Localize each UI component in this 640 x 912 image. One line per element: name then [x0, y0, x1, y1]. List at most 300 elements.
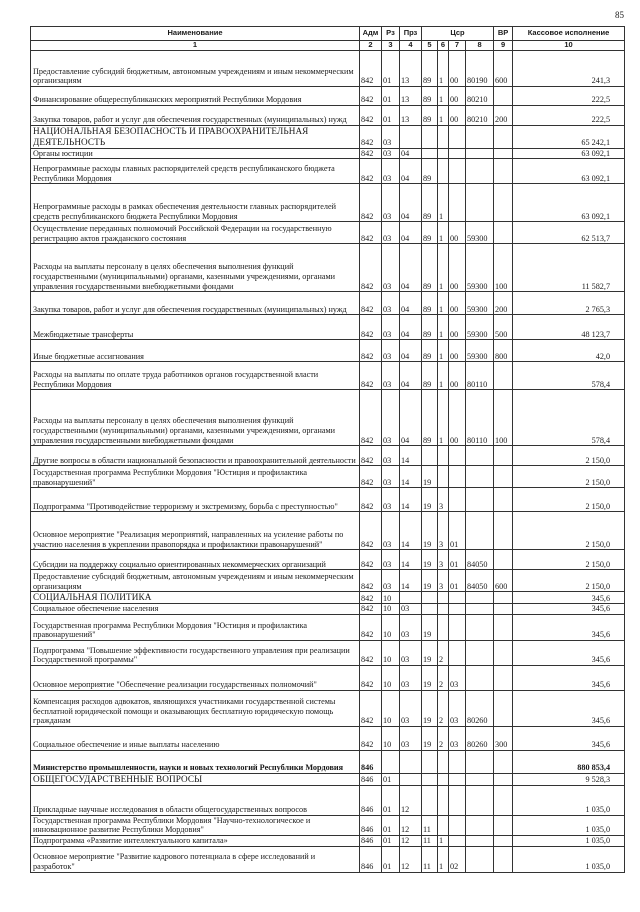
cell-csr-1: 89: [422, 51, 438, 87]
cell-csr-4: [466, 488, 494, 512]
cell-adm: 842: [360, 87, 382, 106]
cell-name: Социальное обеспечение населения: [31, 604, 360, 615]
cell-csr-2: 2: [438, 726, 449, 750]
cell-name: Компенсация расходов адвокатов, являющихся участниками государственной системы бесплатной юридической помощи и оказывающих бесплатную юридическую помощь гражданам: [31, 690, 360, 726]
cell-sum: 48 123,7: [513, 315, 625, 340]
cell-adm: 842: [360, 640, 382, 665]
cell-csr-3: 02: [449, 846, 466, 872]
col-number: 6: [438, 41, 449, 51]
cell-rz: 10: [382, 592, 400, 604]
cell-csr-4: [466, 750, 494, 773]
cell-name: Государственная программа Республики Мордовия "Научно-технологическое и инновационное развитие Республики Мордовия": [31, 815, 360, 835]
cell-csr-3: 00: [449, 315, 466, 340]
cell-csr-3: [449, 592, 466, 604]
col-header-sum: Кассовое исполнение: [513, 27, 625, 41]
cell-csr-3: [449, 815, 466, 835]
cell-vr: 200: [494, 106, 513, 126]
cell-sum: 1 035,0: [513, 836, 625, 847]
table-row: [31, 815, 625, 835]
cell-csr-1: 11: [422, 815, 438, 835]
cell-csr-4: [466, 148, 494, 159]
cell-csr-2: 1: [438, 315, 449, 340]
table-row: [31, 148, 625, 159]
cell-csr-1: 19: [422, 570, 438, 592]
cell-prz: 13: [400, 87, 422, 106]
cell-csr-1: [422, 592, 438, 604]
table-row: [31, 466, 625, 488]
cell-csr-2: 3: [438, 512, 449, 550]
cell-rz: 01: [382, 836, 400, 847]
cell-prz: 14: [400, 488, 422, 512]
cell-csr-3: 03: [449, 690, 466, 726]
cell-csr-3: [449, 773, 466, 785]
cell-csr-1: 19: [422, 550, 438, 570]
cell-csr-4: 59300: [466, 315, 494, 340]
table-row: [31, 126, 625, 149]
cell-csr-4: [466, 466, 494, 488]
cell-csr-3: 00: [449, 244, 466, 292]
table-row: [31, 550, 625, 570]
col-header-csr: Цср: [422, 27, 494, 41]
cell-csr-3: [449, 604, 466, 615]
cell-csr-4: 59300: [466, 222, 494, 244]
cell-vr: [494, 159, 513, 184]
cell-rz: 03: [382, 446, 400, 466]
cell-vr: [494, 87, 513, 106]
cell-csr-1: 89: [422, 87, 438, 106]
cell-name: Подпрограмма "Повышение эффективности государственного управления при реализации Государственной программы": [31, 640, 360, 665]
cell-prz: 12: [400, 836, 422, 847]
col-number: 9: [494, 41, 513, 51]
cell-name: Органы юстиции: [31, 148, 360, 159]
cell-csr-1: 89: [422, 184, 438, 222]
cell-csr-1: 19: [422, 466, 438, 488]
cell-csr-4: 59300: [466, 244, 494, 292]
cell-sum: 345,6: [513, 604, 625, 615]
cell-csr-4: 84050: [466, 570, 494, 592]
cell-sum: 241,3: [513, 51, 625, 87]
cell-csr-3: 03: [449, 665, 466, 690]
cell-sum: 880 853,4: [513, 750, 625, 773]
cell-prz: 12: [400, 846, 422, 872]
cell-csr-4: [466, 184, 494, 222]
cell-rz: 03: [382, 488, 400, 512]
cell-vr: [494, 836, 513, 847]
cell-vr: [494, 592, 513, 604]
cell-name: Межбюджетные трансферты: [31, 315, 360, 340]
cell-prz: 03: [400, 640, 422, 665]
cell-adm: 842: [360, 390, 382, 446]
cell-sum: 63 092,1: [513, 184, 625, 222]
cell-adm: 846: [360, 750, 382, 773]
cell-prz: 03: [400, 726, 422, 750]
cell-rz: 10: [382, 640, 400, 665]
cell-prz: 03: [400, 690, 422, 726]
cell-vr: [494, 815, 513, 835]
cell-csr-2: 1: [438, 362, 449, 390]
cell-name: Другие вопросы в области национальной безопасности и правоохранительной деятельности: [31, 446, 360, 466]
cell-csr-4: 59300: [466, 340, 494, 362]
cell-rz: 01: [382, 51, 400, 87]
cell-adm: 842: [360, 244, 382, 292]
col-number: 7: [449, 41, 466, 51]
cell-vr: [494, 184, 513, 222]
cell-name: Финансирование общереспубликанских мероприятий Республики Мордовия: [31, 87, 360, 106]
table-row: [31, 773, 625, 785]
cell-rz: 03: [382, 550, 400, 570]
cell-csr-3: 03: [449, 726, 466, 750]
cell-csr-2: [438, 446, 449, 466]
cell-vr: 200: [494, 292, 513, 315]
cell-csr-1: [422, 750, 438, 773]
table-row: [31, 846, 625, 872]
cell-name: ОБЩЕГОСУДАРСТВЕННЫЕ ВОПРОСЫ: [31, 773, 360, 785]
cell-csr-4: 80210: [466, 106, 494, 126]
cell-adm: 846: [360, 836, 382, 847]
table-row: [31, 640, 625, 665]
table-row: [31, 785, 625, 815]
cell-adm: 842: [360, 159, 382, 184]
cell-csr-2: [438, 785, 449, 815]
cell-csr-3: [449, 126, 466, 149]
col-number: 4: [400, 41, 422, 51]
cell-name: Государственная программа Республики Мордовия "Юстиция и профилактика правонарушений": [31, 466, 360, 488]
cell-csr-1: 89: [422, 292, 438, 315]
col-number: 10: [513, 41, 625, 51]
col-number: 3: [382, 41, 400, 51]
cell-csr-4: [466, 592, 494, 604]
cell-csr-2: [438, 126, 449, 149]
cell-csr-3: 00: [449, 292, 466, 315]
cell-sum: 42,0: [513, 340, 625, 362]
cell-csr-4: 80110: [466, 362, 494, 390]
cell-sum: 63 092,1: [513, 148, 625, 159]
cell-vr: [494, 690, 513, 726]
cell-csr-1: 19: [422, 512, 438, 550]
table-row: [31, 726, 625, 750]
cell-csr-1: [422, 604, 438, 615]
cell-rz: 03: [382, 512, 400, 550]
cell-vr: 100: [494, 390, 513, 446]
cell-vr: [494, 550, 513, 570]
table-row: [31, 446, 625, 466]
cell-csr-4: [466, 159, 494, 184]
cell-csr-2: 2: [438, 640, 449, 665]
cell-prz: 13: [400, 106, 422, 126]
cell-csr-3: 00: [449, 106, 466, 126]
cell-csr-3: [449, 184, 466, 222]
cell-adm: 842: [360, 126, 382, 149]
cell-prz: 04: [400, 148, 422, 159]
col-number: 2: [360, 41, 382, 51]
cell-name: Закупка товаров, работ и услуг для обеспечения государственных (муниципальных) нужд: [31, 106, 360, 126]
cell-adm: 842: [360, 340, 382, 362]
cell-name: Осуществление переданных полномочий Российской Федерации на государственную регистрацию актов гражданского состояния: [31, 222, 360, 244]
cell-rz: 10: [382, 726, 400, 750]
table-row: [31, 488, 625, 512]
cell-name: Предоставление субсидий бюджетным, автономным учреждениям и иным некоммерческим организациям: [31, 570, 360, 592]
cell-sum: 1 035,0: [513, 846, 625, 872]
cell-rz: 01: [382, 785, 400, 815]
cell-name: Государственная программа Республики Мордовия "Юстиция и профилактика правонарушений": [31, 614, 360, 640]
cell-csr-4: 80260: [466, 690, 494, 726]
cell-csr-2: 1: [438, 222, 449, 244]
cell-adm: 842: [360, 690, 382, 726]
table-row: [31, 665, 625, 690]
cell-csr-4: 80210: [466, 87, 494, 106]
cell-csr-3: 00: [449, 390, 466, 446]
cell-prz: 14: [400, 570, 422, 592]
cell-prz: 04: [400, 390, 422, 446]
col-header-adm: Адм: [360, 27, 382, 41]
cell-name: Министерство промышленности, науки и новых технологий Республики Мордовия: [31, 750, 360, 773]
cell-csr-3: 01: [449, 550, 466, 570]
cell-csr-2: [438, 815, 449, 835]
cell-prz: [400, 773, 422, 785]
cell-name: Расходы на выплаты по оплате труда работников органов государственной власти Республики Мордовия: [31, 362, 360, 390]
cell-rz: 10: [382, 665, 400, 690]
cell-rz: 01: [382, 815, 400, 835]
table-row: [31, 244, 625, 292]
cell-csr-2: 1: [438, 87, 449, 106]
cell-prz: 14: [400, 512, 422, 550]
cell-csr-1: 19: [422, 726, 438, 750]
cell-csr-3: [449, 159, 466, 184]
cell-csr-1: 19: [422, 488, 438, 512]
cell-prz: 04: [400, 222, 422, 244]
table-row: [31, 315, 625, 340]
cell-vr: [494, 750, 513, 773]
cell-csr-4: [466, 126, 494, 149]
cell-csr-3: 00: [449, 340, 466, 362]
cell-rz: 01: [382, 846, 400, 872]
cell-csr-3: [449, 750, 466, 773]
cell-name: Непрограммные расходы главных распорядителей средств республиканского бюджета Республики Мордовия: [31, 159, 360, 184]
cell-csr-1: 19: [422, 640, 438, 665]
cell-prz: 03: [400, 604, 422, 615]
cell-sum: 62 513,7: [513, 222, 625, 244]
cell-sum: 345,6: [513, 690, 625, 726]
cell-vr: 600: [494, 570, 513, 592]
table-row: [31, 604, 625, 615]
cell-sum: 2 150,0: [513, 446, 625, 466]
cell-name: Предоставление субсидий бюджетным, автономным учреждениям и иным некоммерческим организациям: [31, 51, 360, 87]
cell-name: Иные бюджетные ассигнования: [31, 340, 360, 362]
cell-rz: 10: [382, 690, 400, 726]
cell-name: Непрограммные расходы в рамках обеспечения деятельности главных распорядителей средств республиканского бюджета Республики Мордовия: [31, 184, 360, 222]
cell-sum: 345,6: [513, 614, 625, 640]
cell-sum: 2 150,0: [513, 488, 625, 512]
cell-csr-4: [466, 773, 494, 785]
cell-name: Расходы на выплаты персоналу в целях обеспечения выполнения функций государственными (муниципальными) органами, казенными учреждениями, органами управления государственными внебюджетными фондами: [31, 390, 360, 446]
col-header-name: Наименование: [31, 27, 360, 41]
cell-sum: 1 035,0: [513, 815, 625, 835]
cell-csr-2: [438, 614, 449, 640]
cell-adm: 842: [360, 106, 382, 126]
cell-rz: 03: [382, 340, 400, 362]
cell-rz: 03: [382, 466, 400, 488]
cell-csr-4: [466, 815, 494, 835]
cell-vr: [494, 446, 513, 466]
cell-csr-2: 1: [438, 184, 449, 222]
cell-name: СОЦИАЛЬНАЯ ПОЛИТИКА: [31, 592, 360, 604]
cell-prz: 13: [400, 51, 422, 87]
cell-name: НАЦИОНАЛЬНАЯ БЕЗОПАСНОСТЬ И ПРАВООХРАНИТЕЛЬНАЯ ДЕЯТЕЛЬНОСТЬ: [31, 126, 360, 149]
cell-rz: 03: [382, 244, 400, 292]
cell-rz: 03: [382, 362, 400, 390]
cell-rz: [382, 750, 400, 773]
cell-csr-2: [438, 159, 449, 184]
cell-csr-2: 1: [438, 340, 449, 362]
cell-adm: 842: [360, 570, 382, 592]
cell-adm: 842: [360, 362, 382, 390]
cell-sum: 2 150,0: [513, 550, 625, 570]
cell-csr-1: 89: [422, 244, 438, 292]
cell-rz: 03: [382, 159, 400, 184]
cell-csr-4: [466, 785, 494, 815]
col-header-rz: Рз: [382, 27, 400, 41]
cell-csr-2: 1: [438, 836, 449, 847]
cell-prz: 04: [400, 244, 422, 292]
cell-name: Основное мероприятие "Обеспечение реализации государственных полномочий": [31, 665, 360, 690]
cell-adm: 846: [360, 846, 382, 872]
cell-csr-4: [466, 665, 494, 690]
cell-csr-1: 19: [422, 614, 438, 640]
col-number: 1: [31, 41, 360, 51]
cell-csr-3: [449, 148, 466, 159]
cell-adm: 842: [360, 315, 382, 340]
table-row: [31, 690, 625, 726]
cell-prz: 04: [400, 159, 422, 184]
cell-sum: 345,6: [513, 665, 625, 690]
cell-csr-1: 11: [422, 846, 438, 872]
cell-csr-1: 89: [422, 159, 438, 184]
cell-csr-4: [466, 614, 494, 640]
cell-sum: 2 765,3: [513, 292, 625, 315]
cell-adm: 846: [360, 785, 382, 815]
cell-rz: 10: [382, 614, 400, 640]
cell-csr-1: 89: [422, 340, 438, 362]
cell-sum: 578,4: [513, 362, 625, 390]
cell-prz: [400, 750, 422, 773]
cell-vr: [494, 222, 513, 244]
cell-sum: 11 582,7: [513, 244, 625, 292]
cell-adm: 842: [360, 184, 382, 222]
table-row: [31, 592, 625, 604]
cell-vr: [494, 614, 513, 640]
cell-csr-2: 3: [438, 570, 449, 592]
cell-adm: 842: [360, 488, 382, 512]
cell-rz: 03: [382, 390, 400, 446]
cell-sum: 9 528,3: [513, 773, 625, 785]
cell-vr: 600: [494, 51, 513, 87]
cell-name: Основное мероприятие "Развитие кадрового потенциала в сфере исследований и разработок": [31, 846, 360, 872]
cell-prz: 03: [400, 665, 422, 690]
cell-vr: 300: [494, 726, 513, 750]
cell-prz: 03: [400, 614, 422, 640]
cell-adm: 842: [360, 726, 382, 750]
cell-vr: [494, 148, 513, 159]
cell-csr-4: [466, 846, 494, 872]
cell-csr-2: 3: [438, 488, 449, 512]
cell-sum: 2 150,0: [513, 466, 625, 488]
table-row: [31, 222, 625, 244]
cell-rz: 03: [382, 222, 400, 244]
cell-csr-2: [438, 148, 449, 159]
table-row: [31, 87, 625, 106]
cell-prz: 04: [400, 184, 422, 222]
cell-csr-3: 00: [449, 87, 466, 106]
cell-csr-4: [466, 446, 494, 466]
cell-vr: [494, 665, 513, 690]
cell-csr-2: [438, 773, 449, 785]
cell-sum: 2 150,0: [513, 570, 625, 592]
cell-csr-2: [438, 604, 449, 615]
cell-prz: [400, 126, 422, 149]
cell-sum: 222,5: [513, 106, 625, 126]
cell-csr-4: 59300: [466, 292, 494, 315]
cell-name: Прикладные научные исследования в области общегосударственных вопросов: [31, 785, 360, 815]
cell-sum: 1 035,0: [513, 785, 625, 815]
cell-prz: 12: [400, 785, 422, 815]
cell-name: Социальное обеспечение и иные выплаты населению: [31, 726, 360, 750]
cell-prz: 04: [400, 292, 422, 315]
cell-rz: 03: [382, 292, 400, 315]
cell-name: Подпрограмма "Противодействие терроризму и экстремизму, борьба с преступностью": [31, 488, 360, 512]
cell-adm: 842: [360, 446, 382, 466]
cell-vr: [494, 846, 513, 872]
table-row: [31, 836, 625, 847]
column-number-row: [31, 41, 625, 51]
cell-csr-2: 1: [438, 106, 449, 126]
cell-sum: 345,6: [513, 592, 625, 604]
cell-prz: 14: [400, 446, 422, 466]
cell-adm: 842: [360, 51, 382, 87]
table-row: [31, 614, 625, 640]
table-row: [31, 340, 625, 362]
cell-name: Закупка товаров, работ и услуг для обеспечения государственных (муниципальных) нужд: [31, 292, 360, 315]
cell-vr: [494, 640, 513, 665]
cell-csr-4: [466, 512, 494, 550]
cell-csr-3: [449, 836, 466, 847]
table-row: [31, 512, 625, 550]
cell-prz: 14: [400, 466, 422, 488]
table-row: [31, 292, 625, 315]
cell-csr-1: 11: [422, 836, 438, 847]
cell-adm: 842: [360, 665, 382, 690]
cell-csr-2: 1: [438, 390, 449, 446]
cell-csr-2: [438, 466, 449, 488]
cell-prz: 12: [400, 815, 422, 835]
cell-vr: [494, 512, 513, 550]
cell-adm: 842: [360, 466, 382, 488]
cell-csr-4: 80110: [466, 390, 494, 446]
col-number: 8: [466, 41, 494, 51]
cell-adm: 846: [360, 815, 382, 835]
cell-csr-1: 19: [422, 690, 438, 726]
table-row: [31, 390, 625, 446]
cell-sum: 65 242,1: [513, 126, 625, 149]
cell-adm: 842: [360, 614, 382, 640]
cell-csr-3: 00: [449, 362, 466, 390]
cell-csr-1: [422, 148, 438, 159]
page-number: 85: [615, 10, 624, 20]
table-row: [31, 51, 625, 87]
cell-csr-1: [422, 446, 438, 466]
cell-csr-3: 00: [449, 51, 466, 87]
table-body: [31, 51, 625, 873]
cell-rz: 03: [382, 184, 400, 222]
